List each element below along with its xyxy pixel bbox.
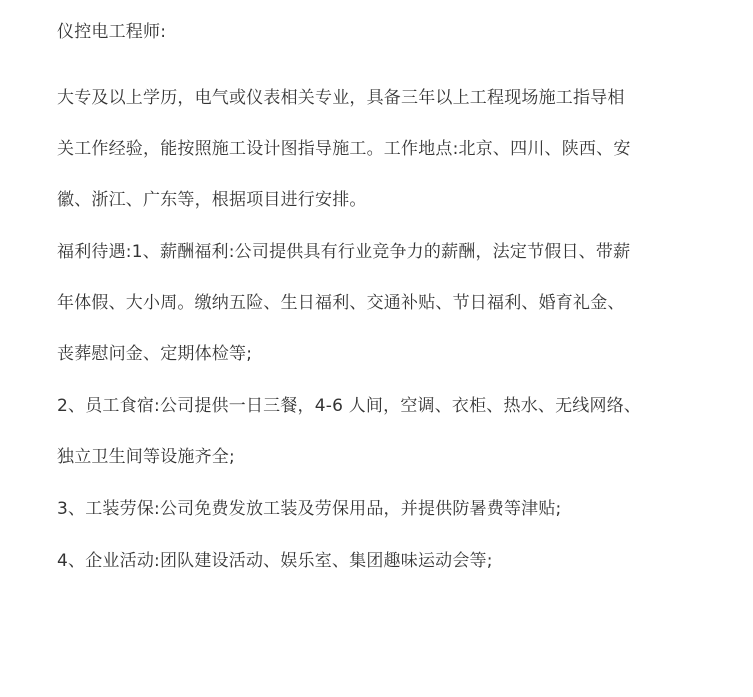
benefits-accommodation-line-1: 2、员工食宿:公司提供一日三餐，4-6 人间，空调、衣柜、热水、无线网络、 <box>57 396 642 416</box>
benefits-salary-line-1: 福利待遇:1、薪酬福利:公司提供具有行业竞争力的薪酬，法定节假日、带薪 <box>57 242 631 262</box>
requirements-line-1: 大专及以上学历，电气或仪表相关专业，具备三年以上工程现场施工指导相 <box>57 88 625 108</box>
benefits-activities-paragraph: 4、企业活动:团队建设活动、娱乐室、集团趣味运动会等; <box>57 551 493 571</box>
benefits-salary-paragraph <box>57 240 713 366</box>
benefits-workwear-paragraph: 3、工装劳保:公司免费发放工装及劳保用品，并提供防暑费等津贴; <box>57 499 562 519</box>
requirements-paragraph <box>57 86 713 212</box>
requirements-line-2: 关工作经验，能按照施工设计图指导施工。工作地点:北京、四川、陕西、安 <box>57 139 631 159</box>
job-title: 仪控电工程师: <box>57 22 167 42</box>
benefits-salary-line-3: 丧葬慰问金、定期体检等; <box>57 344 253 364</box>
benefits-salary-line-2: 年体假、大小周。缴纳五险、生日福利、交通补贴、节日福利、婚育礼金、 <box>57 293 625 313</box>
benefits-accommodation-paragraph <box>57 394 713 469</box>
requirements-line-3: 徽、浙江、广东等，根据项目进行安排。 <box>57 190 367 210</box>
benefits-accommodation-line-2: 独立卫生间等设施齐全; <box>57 447 235 467</box>
